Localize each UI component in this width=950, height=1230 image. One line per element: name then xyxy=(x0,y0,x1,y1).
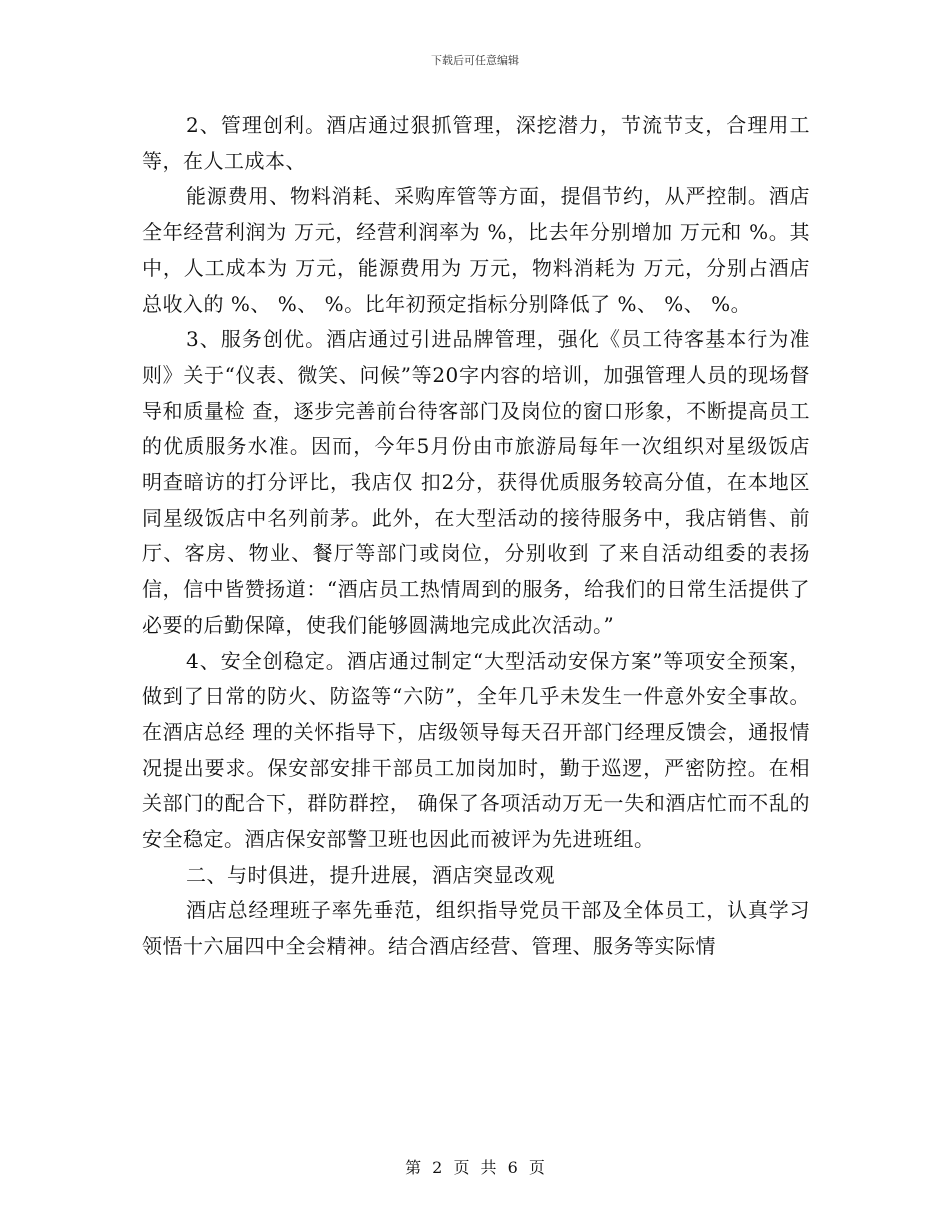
paragraph-cost-control: 能源费用、物料消耗、采购库管等方面，提倡节约，从严控制。酒店全年经营利润为 万元，经营利润率为 %，比去年分别增加 万元和 %。其中，人工成本为 万元，能源费用为 万元，物料消耗为 万元，分别占酒店总收入的 %、 %、 %。比年初预定指标分别降低了 %、 %、 %。 xyxy=(142,184,810,316)
paragraph-leadership: 酒店总经理班子率先垂范，组织指导党员干部及全体员工，认真学习领悟十六届四中全会精神。结合酒店经营、管理、服务等实际情 xyxy=(142,898,810,959)
page-header: 下载后可任意编辑 xyxy=(431,54,519,67)
page-footer: 第 2 页 共 6 页 xyxy=(405,1158,545,1177)
document-body xyxy=(142,108,810,965)
paragraph-management-profit: 2、管理创利。酒店通过狠抓管理，深挖潜力，节流节支，合理用工等，在人工成本、 xyxy=(142,113,810,173)
paragraph-service-excellence: 3、服务创优。酒店通过引进品牌管理，强化《员工待客基本行为准则》关于“仪表、微笑、问候”等20字内容的培训，加强管理人员的现场督导和质量检 查，逐步完善前台待客部门及岗位的窗口形象，不断提高员工的优质服务水准。因而，今年5月份由市旅游局每年一次组织对星级饭店明查暗访的打分评比，我店仅 扣2分，获得优质服务较高分值，在本地区同星级饭店中名列前茅。此外，在大型活动的接待服务中，我店销售、前厅、客房、物业、餐厅等部门或岗位，分别收到 了来自活动组委的表扬信，信中皆赞扬道：“酒店员工热情周到的服务，给我们的日常生活提供了必要的后勤保障，使我们能够圆满地完成此次活动。” xyxy=(142,327,810,637)
paragraph-safety-stability: 4、安全创稳定。酒店通过制定“大型活动安保方案”等项安全预案，做到了日常的防火、防盗等“六防”，全年几乎未发生一件意外安全事故。在酒店总经 理的关怀指导下，店级领导每天召开部门经理反馈会，通报情况提出要求。保安部安排干部员工加岗加时，勤于巡逻，严密防控。在相关部门的配合下，群防群控， 确保了各项活动万无一失和酒店忙而不乱的安全稳定。酒店保安部警卫班也因此而被评为先进班组。 xyxy=(142,648,810,852)
section-heading: 二、与时俱进，提升进展，酒店突显改观 xyxy=(186,862,555,887)
